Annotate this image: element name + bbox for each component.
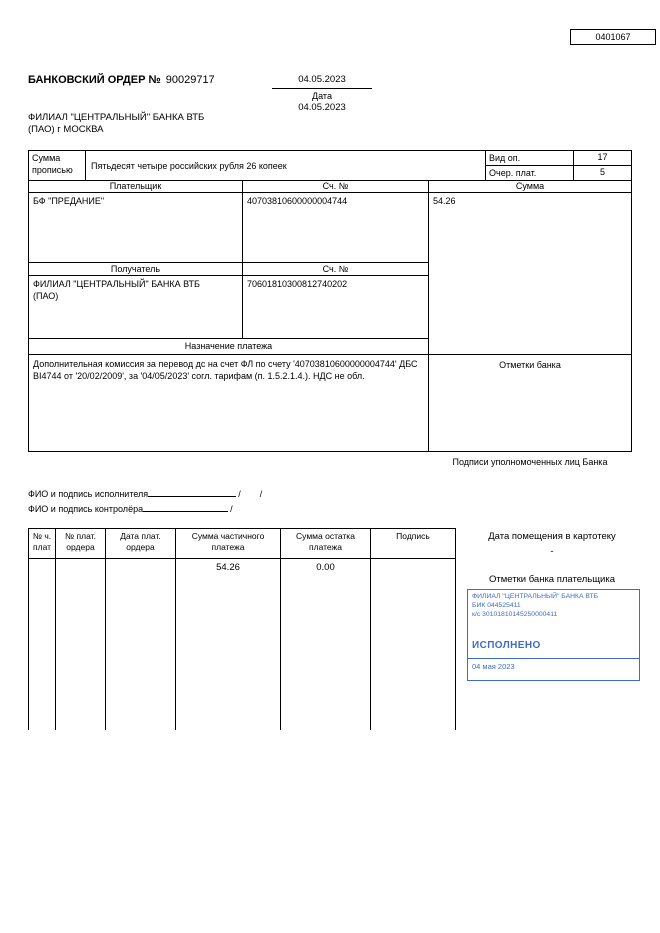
- stamp-divider-line: [468, 658, 639, 659]
- col-header-partial-sum: [176, 531, 280, 554]
- col-header-line: платежа: [211, 542, 245, 553]
- executor-label: ФИО и подпись исполнителя: [28, 489, 149, 499]
- authorized-signatures-label: Подписи уполномоченных лиц Банка: [452, 457, 608, 467]
- payer-account-label: Сч. №: [243, 181, 429, 193]
- col-header-line: № ч.: [32, 531, 52, 541]
- partial-sum-value: 54.26: [216, 562, 240, 573]
- bank-marks-label: Отметки банка: [499, 360, 561, 370]
- receiver-section-label: Получатель: [29, 263, 243, 276]
- purpose-section-label: Назначение платежа: [29, 339, 429, 355]
- form-code: 0401067: [595, 32, 631, 42]
- order-number: 90029717: [165, 74, 215, 86]
- controller-signature-blank: [143, 501, 228, 512]
- sum-column-label: Сумма: [429, 181, 631, 193]
- main-table: [28, 150, 632, 452]
- col-header-line: Сумма частичного: [191, 531, 265, 541]
- kartoteka-value: -: [550, 546, 554, 557]
- payer-bank-marks-label: Отметки банка плательщика: [489, 574, 615, 585]
- col-header-line: платежа: [309, 542, 342, 553]
- col-header-line: № плат.: [65, 531, 96, 541]
- payer-name: БФ "ПРЕДАНИЕ": [29, 193, 243, 263]
- order-date-secondary: 04.05.2023: [298, 102, 346, 113]
- col-header-line: ордера: [66, 542, 95, 553]
- issuing-bank-line2: (ПАО) г МОСКВА: [28, 124, 104, 135]
- remainder-sum-value: 0.00: [316, 562, 335, 573]
- executor-signature-blank: [148, 486, 236, 497]
- operation-type-label: Вид оп.: [486, 151, 574, 166]
- partial-payments-table: [28, 528, 456, 730]
- date-caption: Дата: [312, 91, 332, 101]
- amount-in-words: Пятьдесят четыре российских рубля 26 копеек: [86, 151, 486, 181]
- slash-separator: /: [259, 489, 263, 499]
- receiver-account-label: Сч. №: [243, 263, 429, 276]
- amount-words-label-cell: [29, 151, 86, 181]
- amount-words-label-line2: прописью: [32, 165, 73, 176]
- receiver-name-line1: ФИЛИАЛ "ЦЕНТРАЛЬНЫЙ" БАНКА ВТБ: [33, 279, 200, 289]
- table-border-line: [370, 528, 371, 730]
- stamp-bik: БИК 044525411: [472, 602, 521, 609]
- order-date: 04.05.2023: [272, 74, 372, 89]
- stamp-date: 04 мая 2023: [472, 662, 515, 671]
- col-header-order-number: [56, 531, 105, 554]
- payer-account: 40703810600000004744: [243, 193, 429, 263]
- slash-separator: /: [230, 504, 233, 514]
- col-header-line: плат: [33, 542, 51, 553]
- stamp-bank-name: ФИЛИАЛ "ЦЕНТРАЛЬНЫЙ" БАНКА ВТБ: [472, 593, 599, 600]
- form-code-box: [570, 29, 656, 45]
- slash-separator: /: [238, 489, 241, 499]
- controller-label: ФИО и подпись контролёра: [28, 504, 144, 514]
- table-border-line: [28, 528, 29, 730]
- title-label: БАНКОВСКИЙ ОРДЕР №: [28, 74, 161, 86]
- col-header-order-date: [106, 531, 175, 554]
- kartoteka-label: Дата помещения в картотеку: [488, 531, 616, 542]
- table-border-line: [280, 528, 281, 730]
- table-border-line: [455, 528, 456, 730]
- payment-purpose-text: Дополнительная комиссия за перевод дс на счет ФЛ по счету '40703810600000004744' ДБС BI4744 от '20/02/2009', за '04/05/2023' согл. тарифам (п. 1.5.2.1.4.). НДС не обл.: [29, 355, 429, 451]
- payment-sum: 54.26: [429, 193, 631, 355]
- payment-priority-label: Очер. плат.: [486, 166, 574, 181]
- document-title: [28, 74, 215, 86]
- controller-signature-line: [28, 501, 233, 514]
- table-border-line: [28, 558, 456, 559]
- col-header-line: Сумма остатка: [296, 531, 355, 541]
- payment-priority-value: 5: [574, 166, 631, 181]
- bank-execution-stamp: [467, 589, 640, 681]
- col-header-part-number: [29, 531, 55, 554]
- payer-section-label: Плательщик: [29, 181, 243, 193]
- col-header-remainder-sum: [281, 531, 370, 554]
- receiver-name: [29, 276, 243, 339]
- col-header-signature: Подпись: [396, 531, 430, 541]
- table-border-line: [28, 528, 456, 529]
- receiver-account: 70601810300812740202: [243, 276, 429, 339]
- issuing-bank-line1: ФИЛИАЛ "ЦЕНТРАЛЬНЫЙ" БАНКА ВТБ: [28, 112, 205, 123]
- table-border-line: [175, 528, 176, 730]
- amount-words-label-line1: Сумма: [32, 153, 61, 163]
- col-header-line: ордера: [126, 542, 155, 553]
- operation-type-value: 17: [574, 151, 631, 166]
- col-header-line: Дата плат.: [120, 531, 161, 541]
- stamp-status: ИСПОЛНЕНО: [472, 640, 541, 651]
- receiver-name-line2: (ПАО): [33, 290, 59, 301]
- executor-signature-line: [28, 486, 262, 499]
- stamp-corr-account: к/с 30101810145250000411: [472, 611, 558, 618]
- table-border-line: [105, 528, 106, 730]
- table-border-line: [55, 528, 56, 730]
